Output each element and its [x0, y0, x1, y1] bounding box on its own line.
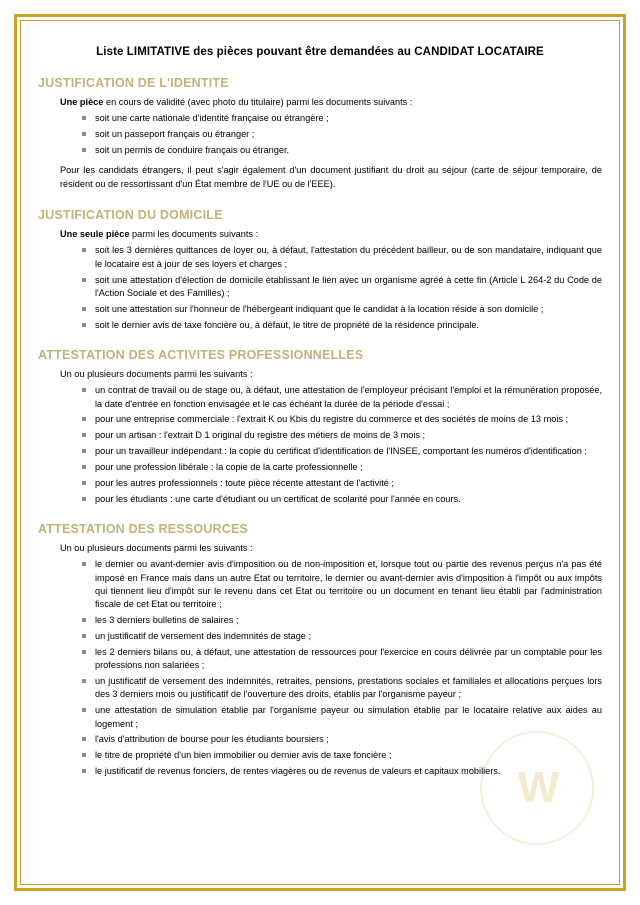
list-item-text: un contrat de travail ou de stage ou, à défaut, une attestation de l'employeur précisant l'emploi et la rémunération proposée, la date d'entrée en fonction envisagée et le cas échéant la durée de la période d'essai ; — [95, 385, 602, 409]
list-item — [82, 461, 602, 474]
list-item-text: un justificatif de versement des indemnités, retraites, pensions, prestations sociales et familiales et allocations perçues lors des 3 derniers mois ou justificatif de l'ouverture des droits, établis par l'organisme payeur ; — [95, 676, 602, 700]
list-item-text: pour un artisan : l'extrait D 1 original du registre des métiers de moins de 3 mois ; — [95, 430, 426, 441]
square-bullet-icon — [82, 497, 86, 501]
square-bullet-icon — [82, 634, 86, 638]
section-intro-text: Un ou plusieurs documents parmi les suivants : — [60, 542, 253, 553]
list-item-text: soit les 3 dernières quittances de loyer ou, à défaut, l'attestation du précédent bailleur, ou de son mandataire, indiquant que le locataire est à jour de ses loyers et charges ; — [95, 245, 602, 269]
list-item — [82, 558, 602, 611]
section-paragraph: Pour les candidats étrangers, il peut s'agir également d'un document justifiant du droit au séjour (carte de séjour temporaire, de résident ou de ressortissant d'un État membre de l'UE ou de l'EEE). — [60, 165, 602, 190]
section-intro-text: Un ou plusieurs documents parmi les suivants : — [60, 368, 253, 379]
section-intro — [38, 368, 602, 381]
list-item — [82, 112, 602, 125]
list-item — [82, 749, 602, 762]
list-item — [82, 445, 602, 458]
list-item-text: soit une attestation d'élection de domicile établissant le lien avec un organisme agréé à cette fin (Article L 264-2 du Code de l'Action Sociale et des Familles) ; — [95, 274, 602, 298]
list-item-text: soit une attestation sur l'honneur de l'hébergeant indiquant que le candidat à la location réside à son domicile ; — [95, 303, 544, 314]
list-item-text: le dernier ou avant-dernier avis d'imposition ou de non-imposition et, lorsque tout ou partie des revenus perçus n'a pas été imposé en France mais dans un autre Etat ou territoire, le dernier ou avant-dernier avis d'imposition à l'impôt ou aux impôts qui tiennent lieu d'impôt sur le revenu dans cet Etat ou territoire ou un document en tenant lieu établi par l'administration fiscale de cet Etat ou territoire ; — [95, 559, 602, 610]
section-intro-text: en cours de validité (avec photo du titulaire) parmi les documents suivants : — [103, 97, 413, 107]
list-item-text: le justificatif de revenus fonciers, de rentes viagères ou de revenus de valeurs et capitaux mobiliers. — [95, 766, 501, 777]
list-item-text: les 2 derniers bilans ou, à défaut, une attestation de ressources pour l'exercice en cours délivrée par un comptable pour les professions non salariées ; — [95, 646, 602, 671]
section-intro-emphasis: Une seule pièce — [60, 228, 130, 239]
list-item-text: soit une carte nationale d'identité française ou étrangère ; — [95, 113, 329, 124]
list-item — [82, 413, 602, 426]
list-item — [82, 675, 602, 702]
square-bullet-icon — [82, 449, 86, 453]
section-item-list — [38, 384, 602, 506]
square-bullet-icon — [82, 433, 86, 437]
list-item — [82, 765, 602, 778]
section-item-list — [38, 558, 602, 778]
list-item-text: pour les étudiants : une carte d'étudiant ou un certificat de scolarité pour l'année en cours. — [95, 493, 461, 504]
list-item — [82, 319, 602, 332]
square-bullet-icon — [82, 148, 86, 152]
square-bullet-icon — [82, 388, 86, 392]
square-bullet-icon — [82, 650, 86, 654]
list-item — [82, 733, 602, 746]
section-attestation-ressources — [38, 522, 602, 779]
square-bullet-icon — [82, 307, 86, 311]
watermark-logo: W — [480, 731, 594, 845]
list-item — [82, 144, 602, 157]
list-item-text: les 3 derniers bulletins de salaires ; — [95, 615, 239, 626]
section-intro-text: parmi les documents suivants : — [129, 228, 259, 239]
square-bullet-icon — [82, 769, 86, 773]
section-heading: ATTESTATION DES ACTIVITES PROFESSIONNELLES — [38, 347, 364, 362]
list-item-text: pour les autres professionnels : toute pièce récente attestant de l'activité ; — [95, 477, 394, 488]
section-heading: JUSTIFICATION DE L'IDENTITE — [38, 76, 229, 90]
square-bullet-icon — [82, 248, 86, 252]
section-intro-emphasis: Une pièce — [60, 97, 104, 107]
square-bullet-icon — [82, 737, 86, 741]
list-item — [82, 704, 602, 731]
square-bullet-icon — [82, 278, 86, 282]
list-item — [82, 384, 602, 411]
square-bullet-icon — [82, 417, 86, 421]
list-item-text: pour une profession libérale : la copie de la carte professionnelle ; — [95, 461, 363, 472]
list-item-text: un justificatif de versement des indemnités de stage ; — [95, 631, 312, 642]
section-intro — [38, 228, 602, 241]
square-bullet-icon — [82, 465, 86, 469]
square-bullet-icon — [82, 116, 86, 120]
list-item-text: le titre de propriété d'un bien immobilier ou dernier avis de taxe foncière ; — [95, 750, 392, 761]
list-item-text: pour une entreprise commerciale : l'extrait K ou Kbis du registre du commerce et des sociétés de moins de 13 mois ; — [95, 414, 569, 425]
document-content — [38, 46, 602, 875]
square-bullet-icon — [82, 323, 86, 327]
section-intro — [38, 542, 602, 555]
square-bullet-icon — [82, 481, 86, 485]
list-item — [82, 429, 602, 442]
list-item — [82, 303, 602, 316]
square-bullet-icon — [82, 753, 86, 757]
section-heading: JUSTIFICATION DU DOMICILE — [38, 207, 223, 222]
square-bullet-icon — [82, 562, 86, 566]
list-item-text: soit un permis de conduire français ou étranger. — [95, 145, 290, 156]
square-bullet-icon — [82, 708, 86, 712]
square-bullet-icon — [82, 679, 86, 683]
list-item — [82, 493, 602, 506]
section-intro — [38, 96, 602, 109]
list-item-text: l'avis d'attribution de bourse pour les étudiants boursiers ; — [95, 734, 329, 745]
list-item — [82, 477, 602, 490]
section-attestation-activites-professionnelles — [38, 348, 602, 506]
list-item — [82, 630, 602, 643]
section-heading: ATTESTATION DES RESSOURCES — [38, 521, 249, 536]
square-bullet-icon — [82, 618, 86, 622]
list-item — [82, 646, 602, 673]
list-item — [82, 128, 602, 141]
section-item-list — [38, 112, 602, 157]
section-item-list — [38, 244, 602, 332]
section-justification-domicile — [38, 208, 602, 332]
list-item — [82, 244, 602, 271]
list-item-text: une attestation de simulation établie par l'organisme payeur ou simulation établie par le locataire relative aux aides au logement ; — [95, 705, 602, 729]
list-item-text: soit un passeport français ou étranger ; — [95, 129, 255, 140]
list-item — [82, 274, 602, 301]
list-item-text: soit le dernier avis de taxe foncière ou, à défaut, le titre de propriété de la résidence principale. — [95, 319, 480, 330]
list-item — [82, 614, 602, 627]
list-item-text: pour un travailleur indépendant : la copie du certificat d'identification de l'INSEE, comportant les numéros d'identification ; — [95, 446, 587, 457]
square-bullet-icon — [82, 132, 86, 136]
section-justification-identite — [38, 76, 602, 192]
page-title: Liste LIMITATIVE des pièces pouvant être demandées au CANDIDAT LOCATAIRE — [96, 46, 544, 58]
